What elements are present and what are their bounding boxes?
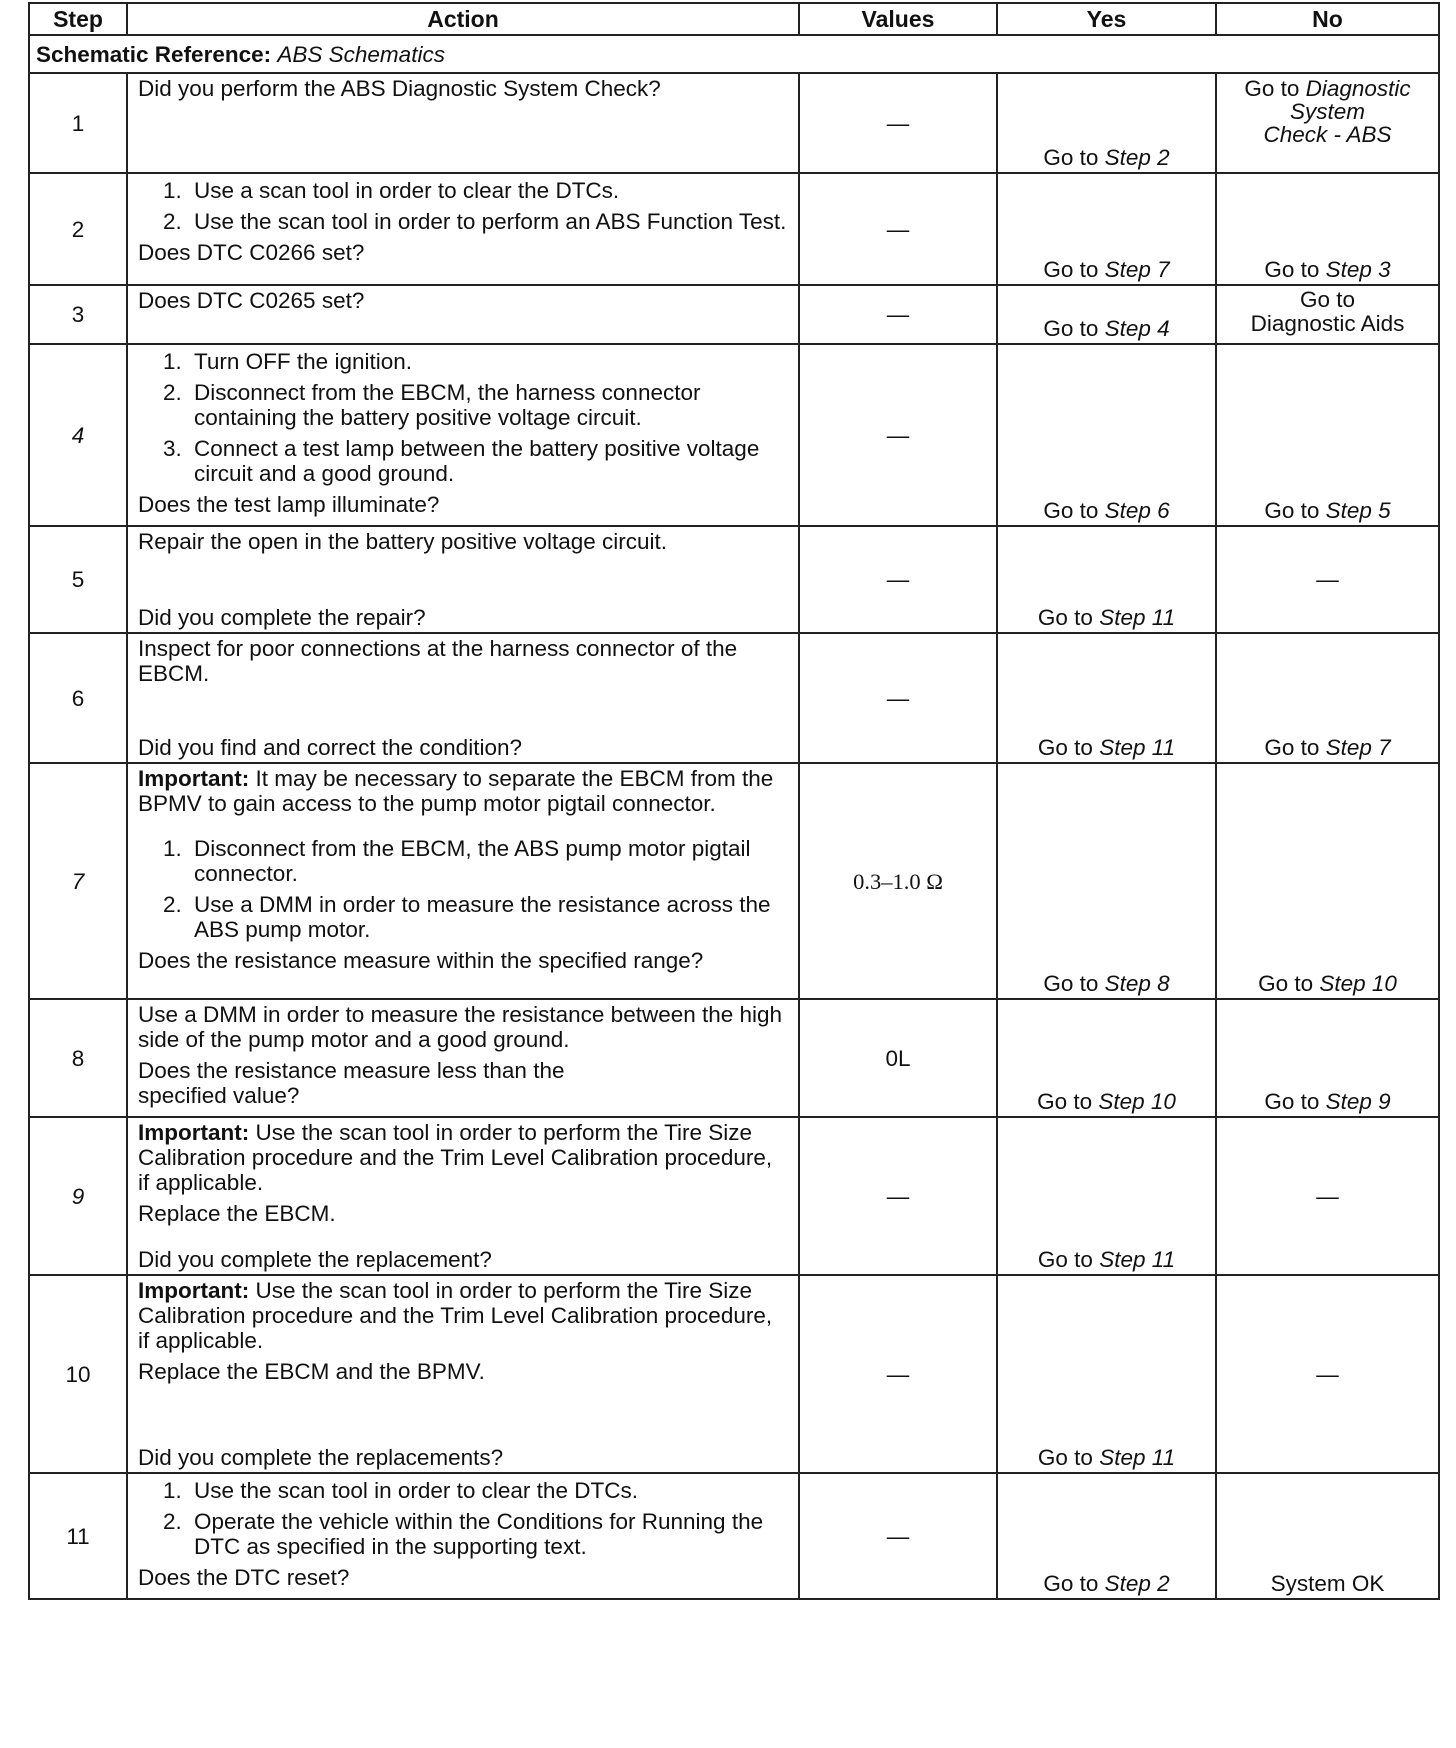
action-cell — [127, 73, 799, 173]
value-cell: — — [799, 344, 997, 526]
yes-cell — [997, 1473, 1216, 1599]
action-item: 2. Use the scan tool in order to perform an ABS Function Test. — [188, 209, 788, 234]
value-cell: — — [799, 633, 997, 763]
question: Did you perform the ABS Diagnostic System Check? — [138, 76, 661, 101]
no-prefix: Go to — [1264, 257, 1320, 282]
yes-link[interactable]: Step 7 — [1104, 257, 1170, 282]
important-text: Use the scan tool in order to perform the Tire Size Calibration procedure and the Trim Level Calibration procedure, if applicable. — [138, 1120, 773, 1195]
action-item: 2. Operate the vehicle within the Conditions for Running the DTC as specified in the supporting text. — [188, 1509, 788, 1559]
no-link[interactable]: Step 5 — [1325, 498, 1391, 523]
action-text: Inspect for poor connections at the harness connector of the EBCM. — [138, 636, 738, 686]
step-number: 1 — [29, 73, 127, 173]
no-cell — [1216, 285, 1439, 344]
action-cell — [127, 173, 799, 285]
action-item: 2. Use a DMM in order to measure the resistance across the ABS pump motor. — [188, 892, 788, 942]
no-prefix: Go to — [1244, 76, 1300, 101]
value-cell: — — [799, 285, 997, 344]
step-number — [29, 763, 127, 999]
important-label: Important: — [138, 1278, 250, 1303]
step-number: 5 — [29, 526, 127, 633]
question: Does the DTC reset? — [138, 1565, 350, 1590]
step-number: 11 — [29, 1473, 127, 1599]
value-cell: — — [799, 1275, 997, 1473]
no-cell — [1216, 173, 1439, 285]
header-yes: Yes — [997, 3, 1216, 35]
no-cell: — — [1216, 1275, 1439, 1473]
action-cell — [127, 1275, 799, 1473]
yes-link[interactable]: Step 8 — [1104, 971, 1170, 996]
yes-cell — [997, 633, 1216, 763]
no-link[interactable]: Diagnostic Aids — [1250, 311, 1405, 336]
schematic-reference-link[interactable]: ABS Schematics — [277, 41, 445, 67]
value-cell: — — [799, 173, 997, 285]
step-number: 2 — [29, 173, 127, 285]
yes-cell — [997, 73, 1216, 173]
no-link[interactable]: Step 3 — [1325, 257, 1391, 282]
no-link[interactable]: Step 7 — [1325, 735, 1391, 760]
yes-prefix: Go to — [1043, 145, 1099, 170]
no-link-line1[interactable]: Diagnostic — [1305, 76, 1411, 101]
action-text: Replace the EBCM. — [138, 1201, 336, 1226]
no-prefix: Go to — [1258, 971, 1314, 996]
yes-cell — [997, 1275, 1216, 1473]
no-cell: — — [1216, 1117, 1439, 1275]
yes-link[interactable]: Step 2 — [1104, 145, 1170, 170]
step-number — [29, 1117, 127, 1275]
action-item: 1. Disconnect from the EBCM, the ABS pump motor pigtail connector. — [188, 836, 788, 886]
no-prefix: Go to — [1264, 1089, 1320, 1114]
table-row — [29, 73, 1439, 173]
schematic-reference-row — [29, 35, 1439, 73]
yes-link[interactable]: Step 11 — [1099, 605, 1176, 630]
no-result: System OK — [1270, 1571, 1385, 1596]
step-number: 10 — [29, 1275, 127, 1473]
yes-link[interactable]: Step 10 — [1098, 1089, 1176, 1114]
table-row — [29, 763, 1439, 999]
action-cell — [127, 344, 799, 526]
no-cell: — — [1216, 526, 1439, 633]
header-values: Values — [799, 3, 997, 35]
step-number — [29, 344, 127, 526]
step-number: 8 — [29, 999, 127, 1117]
action-item: 1. Use the scan tool in order to clear the DTCs. — [188, 1478, 788, 1503]
action-text: Replace the EBCM and the BPMV. — [138, 1359, 485, 1384]
no-cell — [1216, 344, 1439, 526]
no-link-line3[interactable]: Check - ABS — [1263, 122, 1392, 147]
action-cell — [127, 763, 799, 999]
step-number-text: 9 — [71, 1183, 85, 1209]
yes-cell — [997, 999, 1216, 1117]
yes-link[interactable]: Step 11 — [1099, 1247, 1176, 1272]
yes-prefix: Go to — [1043, 1571, 1099, 1596]
schematic-reference-label: Schematic Reference: — [36, 41, 272, 67]
no-prefix: Go to — [1299, 287, 1356, 312]
question: Did you complete the replacements? — [138, 1445, 504, 1470]
action-cell — [127, 1117, 799, 1275]
action-cell — [127, 285, 799, 344]
action-text: Use a DMM in order to measure the resistance between the high side of the pump motor and a good ground. — [138, 1002, 783, 1052]
yes-prefix: Go to — [1037, 605, 1093, 630]
step-number-text: 7 — [71, 868, 85, 894]
no-cell — [1216, 999, 1439, 1117]
yes-cell — [997, 526, 1216, 633]
header-no: No — [1216, 3, 1439, 35]
yes-prefix: Go to — [1037, 1247, 1093, 1272]
schematic-reference — [29, 35, 1439, 73]
diagnostic-table — [28, 2, 1440, 1600]
header-action: Action — [127, 3, 799, 35]
action-text: Repair the open in the battery positive voltage circuit. — [138, 529, 668, 554]
question: Does DTC C0265 set? — [138, 288, 365, 313]
no-cell — [1216, 633, 1439, 763]
action-cell — [127, 999, 799, 1117]
question: Does the test lamp illuminate? — [138, 492, 440, 517]
header-row — [29, 3, 1439, 35]
value-cell: 0L — [799, 999, 997, 1117]
action-item: 1. Turn OFF the ignition. — [188, 349, 788, 374]
table-row — [29, 999, 1439, 1117]
step-number: 6 — [29, 633, 127, 763]
step-number: 3 — [29, 285, 127, 344]
action-item: 2. Disconnect from the EBCM, the harness connector containing the battery positive voltage circuit. — [188, 380, 788, 430]
value-cell: — — [799, 73, 997, 173]
yes-cell — [997, 285, 1216, 344]
yes-cell — [997, 173, 1216, 285]
action-cell — [127, 633, 799, 763]
yes-cell — [997, 1117, 1216, 1275]
yes-prefix: Go to — [1037, 735, 1093, 760]
action-item: 1. Use a scan tool in order to clear the DTCs. — [188, 178, 788, 203]
table-row — [29, 1473, 1439, 1599]
question: Does DTC C0266 set? — [138, 240, 365, 265]
important-label: Important: — [138, 1120, 250, 1145]
yes-prefix: Go to — [1043, 316, 1099, 341]
action-item: 3. Connect a test lamp between the battery positive voltage circuit and a good ground. — [188, 436, 788, 486]
yes-prefix: Go to — [1037, 1089, 1093, 1114]
action-cell — [127, 526, 799, 633]
question: Does the resistance measure within the specified range? — [138, 948, 704, 973]
important-text: Use the scan tool in order to perform the Tire Size Calibration procedure and the Trim Level Calibration procedure, if applicable. — [138, 1278, 773, 1353]
header-step: Step — [29, 3, 127, 35]
value-cell: 0.3–1.0 Ω — [799, 763, 997, 999]
yes-link[interactable]: Step 6 — [1104, 498, 1170, 523]
yes-prefix: Go to — [1037, 1445, 1093, 1470]
no-link[interactable]: Step 9 — [1325, 1089, 1391, 1114]
value-cell: — — [799, 526, 997, 633]
action-cell — [127, 1473, 799, 1599]
no-cell — [1216, 763, 1439, 999]
no-cell — [1216, 1473, 1439, 1599]
yes-link[interactable]: Step 4 — [1104, 316, 1170, 341]
no-prefix: Go to — [1264, 735, 1320, 760]
step-number-text: 4 — [71, 422, 85, 448]
value-cell: — — [799, 1473, 997, 1599]
yes-link[interactable]: Step 11 — [1099, 735, 1176, 760]
important-label: Important: — [138, 766, 250, 791]
question: Does the resistance measure less than the specified value? — [138, 1058, 565, 1108]
no-link[interactable]: Step 10 — [1319, 971, 1397, 996]
table-row — [29, 173, 1439, 285]
question: Did you complete the repair? — [138, 605, 426, 630]
table-row — [29, 526, 1439, 633]
question: Did you find and correct the condition? — [138, 735, 522, 760]
yes-cell — [997, 344, 1216, 526]
yes-prefix: Go to — [1043, 971, 1099, 996]
no-prefix: Go to — [1264, 498, 1320, 523]
question: Did you complete the replacement? — [138, 1247, 492, 1272]
table-row — [29, 1117, 1439, 1275]
yes-prefix: Go to — [1043, 257, 1099, 282]
important-text: It may be necessary to separate the EBCM from the BPMV to gain access to the pump motor pigtail connector. — [138, 766, 774, 816]
no-link-line2[interactable]: System — [1289, 99, 1365, 124]
yes-cell — [997, 763, 1216, 999]
yes-link[interactable]: Step 11 — [1099, 1445, 1176, 1470]
yes-prefix: Go to — [1043, 498, 1099, 523]
table-row — [29, 1275, 1439, 1473]
table-row — [29, 285, 1439, 344]
no-cell — [1216, 73, 1439, 173]
table-row — [29, 633, 1439, 763]
value-cell: — — [799, 1117, 997, 1275]
yes-link[interactable]: Step 2 — [1104, 1571, 1170, 1596]
table-row — [29, 344, 1439, 526]
